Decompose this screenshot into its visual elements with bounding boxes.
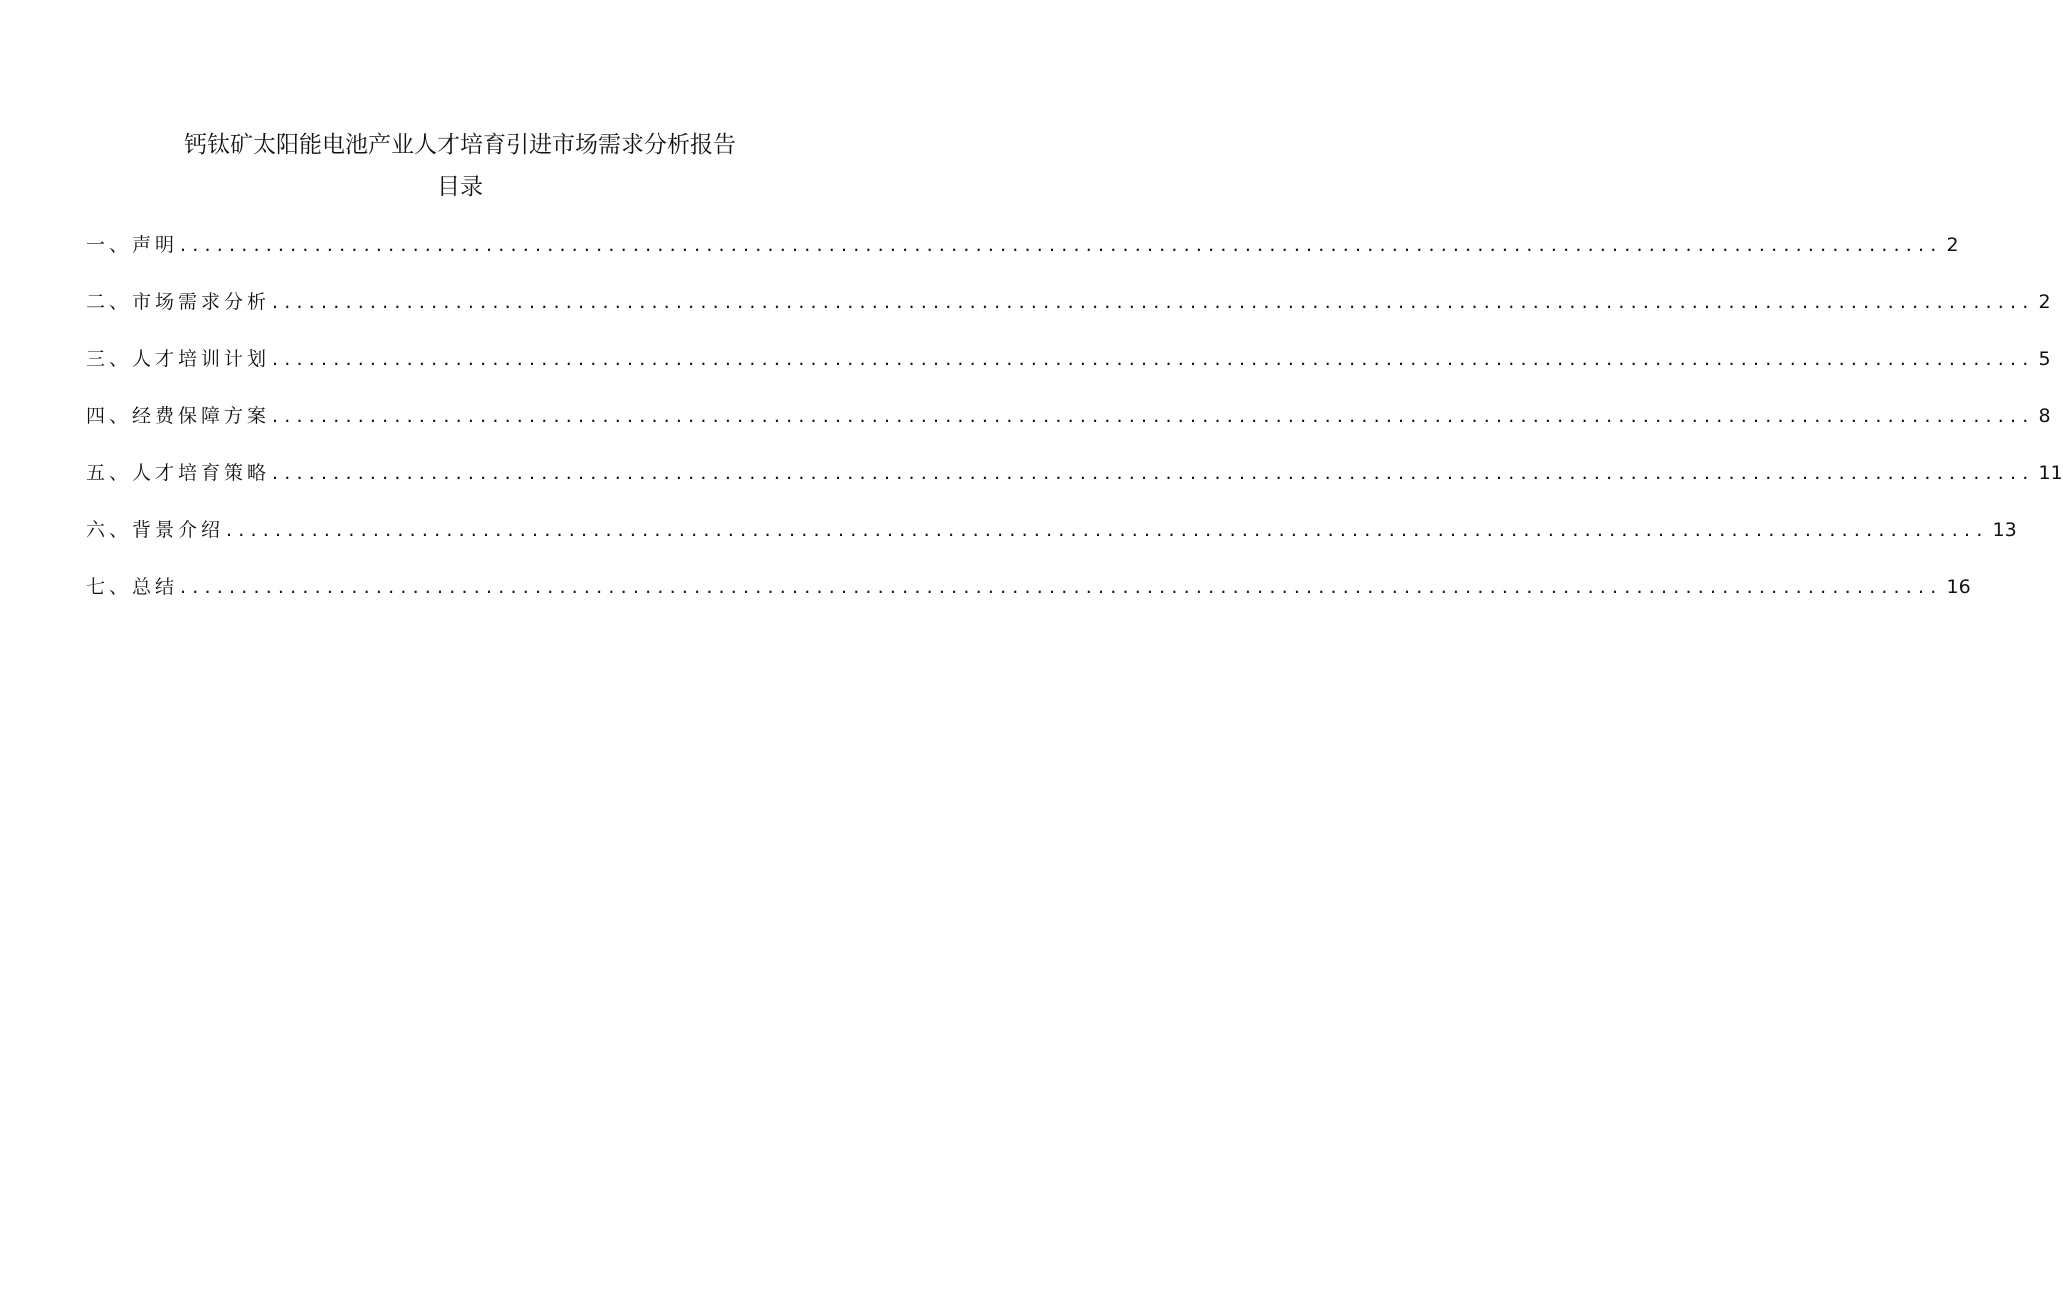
toc-entry-label: 二、市场需求分析 (86, 291, 271, 313)
table-of-contents (86, 228, 2063, 627)
toc-entry-label: 一、声明 (86, 234, 179, 256)
toc-dot-leader: ................................................................................................................................................ (272, 462, 2035, 484)
toc-dot-leader: ................................................................................................................................................ (272, 348, 2035, 370)
toc-entry-background[interactable] (86, 513, 2017, 547)
toc-entry-label: 六、背景介绍 (86, 519, 225, 541)
toc-page-number: 5 (2038, 348, 2051, 370)
toc-page-number: 8 (2038, 405, 2051, 427)
toc-page-number: 13 (1992, 519, 2017, 541)
toc-entry-label: 七、总结 (86, 576, 179, 598)
toc-entry-summary[interactable] (86, 570, 1971, 604)
toc-entry-funding-plan[interactable] (86, 399, 2051, 433)
toc-heading: 目录 (437, 174, 483, 200)
toc-entry-market-demand[interactable] (86, 285, 2051, 319)
toc-dot-leader: ................................................................................................................................................ (180, 234, 1943, 256)
toc-page-number: 16 (1946, 576, 1971, 598)
document-title: 钙钛矿太阳能电池产业人才培育引进市场需求分析报告 (184, 132, 736, 158)
toc-page-number: 2 (2038, 291, 2051, 313)
toc-entry-talent-strategy[interactable] (86, 456, 2063, 490)
toc-page-number: 2 (1946, 234, 1959, 256)
toc-entry-training-plan[interactable] (86, 342, 2051, 376)
toc-entry-label: 三、人才培训计划 (86, 348, 271, 370)
toc-dot-leader: ................................................................................................................................................ (226, 519, 1989, 541)
toc-entry-statement[interactable] (86, 228, 1959, 262)
toc-dot-leader: ................................................................................................................................................ (180, 576, 1943, 598)
toc-entry-label: 四、经费保障方案 (86, 405, 271, 427)
toc-dot-leader: ................................................................................................................................................ (272, 291, 2035, 313)
toc-page-number: 11 (2038, 462, 2063, 484)
toc-dot-leader: ................................................................................................................................................ (272, 405, 2035, 427)
toc-entry-label: 五、人才培育策略 (86, 462, 271, 484)
